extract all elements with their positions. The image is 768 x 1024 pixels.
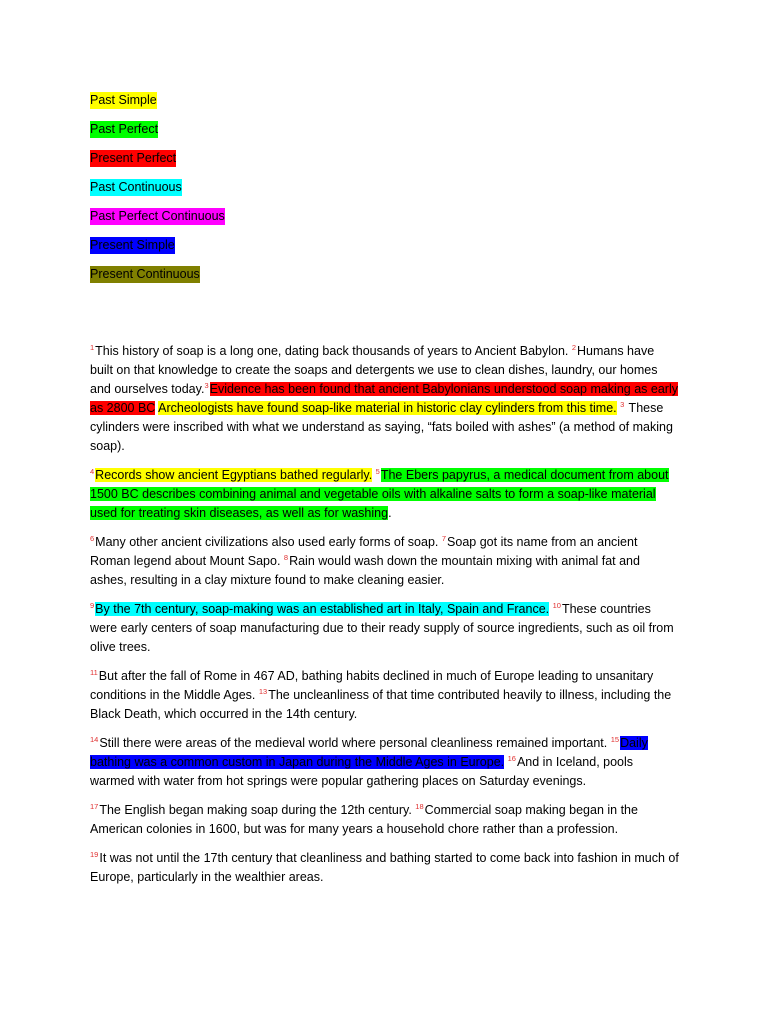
paragraph-2	[90, 466, 680, 523]
sentence-past-perfect: The Ebers papyrus, a medical document from about 1500 BC describes combining animal and vegetable oils with alkaline salts to form a soap-like material used for treating skin diseases, as well as for washing	[90, 468, 669, 520]
sentence-number: 6	[90, 533, 95, 543]
sentence-text: This history of soap is a long one, dating back thousands of years to Ancient Babylon.	[95, 344, 572, 358]
sentence-text: These cylinders were inscribed with what we understand as saying, “fats boiled with ashes” (a method of making soap).	[90, 401, 673, 453]
legend-label: Past Perfect Continuous	[90, 209, 225, 223]
sentence-number: 17	[90, 801, 99, 811]
sentence-number: 14	[90, 734, 99, 744]
sentence-number: 19	[90, 849, 99, 859]
legend-label: Present Continuous	[90, 267, 200, 281]
legend-item-past-perfect	[90, 121, 668, 138]
sentence-text: It was not until the 17th century that cleanliness and bathing started to come back into fashion in much of Europe, particularly in the wealthier areas.	[90, 851, 679, 884]
legend-item-past-perfect-continuous	[90, 208, 668, 225]
sentence-number: 1	[90, 342, 95, 352]
document-body	[90, 342, 680, 887]
legend-label: Present Simple	[90, 238, 175, 252]
sentence-number: 11	[90, 667, 98, 677]
sentence-text: Humans have built on that knowledge to create the soaps and detergents we use to clean dishes, laundry, our homes and ourselves today.	[90, 344, 658, 396]
legend-item-past-continuous	[90, 179, 668, 196]
legend-item-present-perfect	[90, 150, 668, 167]
sentence-number: 7	[441, 533, 447, 543]
sentence-text: The English began making soap during the 12th century.	[99, 803, 416, 817]
paragraph-7	[90, 801, 680, 839]
legend-label: Past Perfect	[90, 122, 159, 136]
paragraph-5	[90, 667, 680, 724]
sentence-past-simple: Records show ancient Egyptians bathed regularly.	[95, 468, 373, 482]
sentence-present-perfect: Evidence has been found that ancient Babylonians understood soap making as early as 2800 BC	[90, 382, 678, 415]
sentence-number: 13	[258, 686, 268, 696]
sentence-number: 3	[204, 380, 209, 390]
sentence-number: 8	[283, 552, 289, 562]
sentence-text: Commercial soap making began in the American colonies in 1600, but was for many years a household chore rather than a profession.	[90, 803, 638, 836]
sentence-number: 5	[375, 466, 380, 476]
sentence-text: But after the fall of Rome in 467 AD, bathing habits declined in much of Europe leading to unsanitary conditions in the Middle Ages.	[90, 669, 654, 702]
sentence-number: 4	[90, 466, 95, 476]
paragraph-1	[90, 342, 680, 456]
legend-label: Present Perfect	[90, 151, 177, 165]
sentence-number: 2	[571, 342, 577, 352]
sentence-number: 15	[610, 734, 620, 744]
tense-color-legend	[90, 92, 668, 283]
sentence-text: Many other ancient civilizations also used early forms of soap.	[95, 535, 442, 549]
legend-label: Past Simple	[90, 93, 157, 107]
sentence-number: 18	[415, 801, 424, 811]
legend-item-past-simple	[90, 92, 668, 109]
sentence-number: 10	[552, 600, 561, 610]
sentence-past-continuous: By the 7th century, soap-making was an established art in Italy, Spain and France.	[95, 602, 550, 616]
paragraph-8	[90, 849, 680, 887]
sentence-past-simple: Archeologists have found soap-like material in historic clay cylinders from this time.	[158, 401, 617, 415]
sentence-text: Soap got its name from an ancient Roman legend about Mount Sapo.	[90, 535, 638, 568]
sentence-text: These countries were early centers of soap manufacturing due to their ready supply of source ingredients, such as oil from olive trees.	[90, 602, 674, 654]
paragraph-3	[90, 533, 680, 590]
legend-label: Past Continuous	[90, 180, 182, 194]
sentence-number: 16	[507, 753, 516, 763]
sentence-present-simple: Daily bathing was a common custom in Japan during the Middle Ages in Europe.	[90, 736, 648, 769]
sentence-text: Still there were areas of the medieval world where personal cleanliness remained important.	[99, 736, 611, 750]
sentence-text: The uncleanliness of that time contributed heavily to illness, including the Black Death, which occurred in the 14th century.	[90, 688, 672, 721]
paragraph-4	[90, 600, 680, 657]
sentence-number: 3	[620, 399, 625, 409]
sentence-text: Rain would wash down the mountain mixing with animal fat and ashes, resulting in a clay mixture found to make cleaning easier.	[90, 554, 640, 587]
sentence-number: 9	[90, 600, 95, 610]
sentence-text: And in Iceland, pools warmed with water from hot springs were popular gathering places on Saturday evenings.	[90, 755, 634, 788]
legend-item-present-continuous	[90, 266, 668, 283]
paragraph-6	[90, 734, 680, 791]
legend-item-present-simple	[90, 237, 668, 254]
sentence-text: .	[388, 506, 392, 520]
